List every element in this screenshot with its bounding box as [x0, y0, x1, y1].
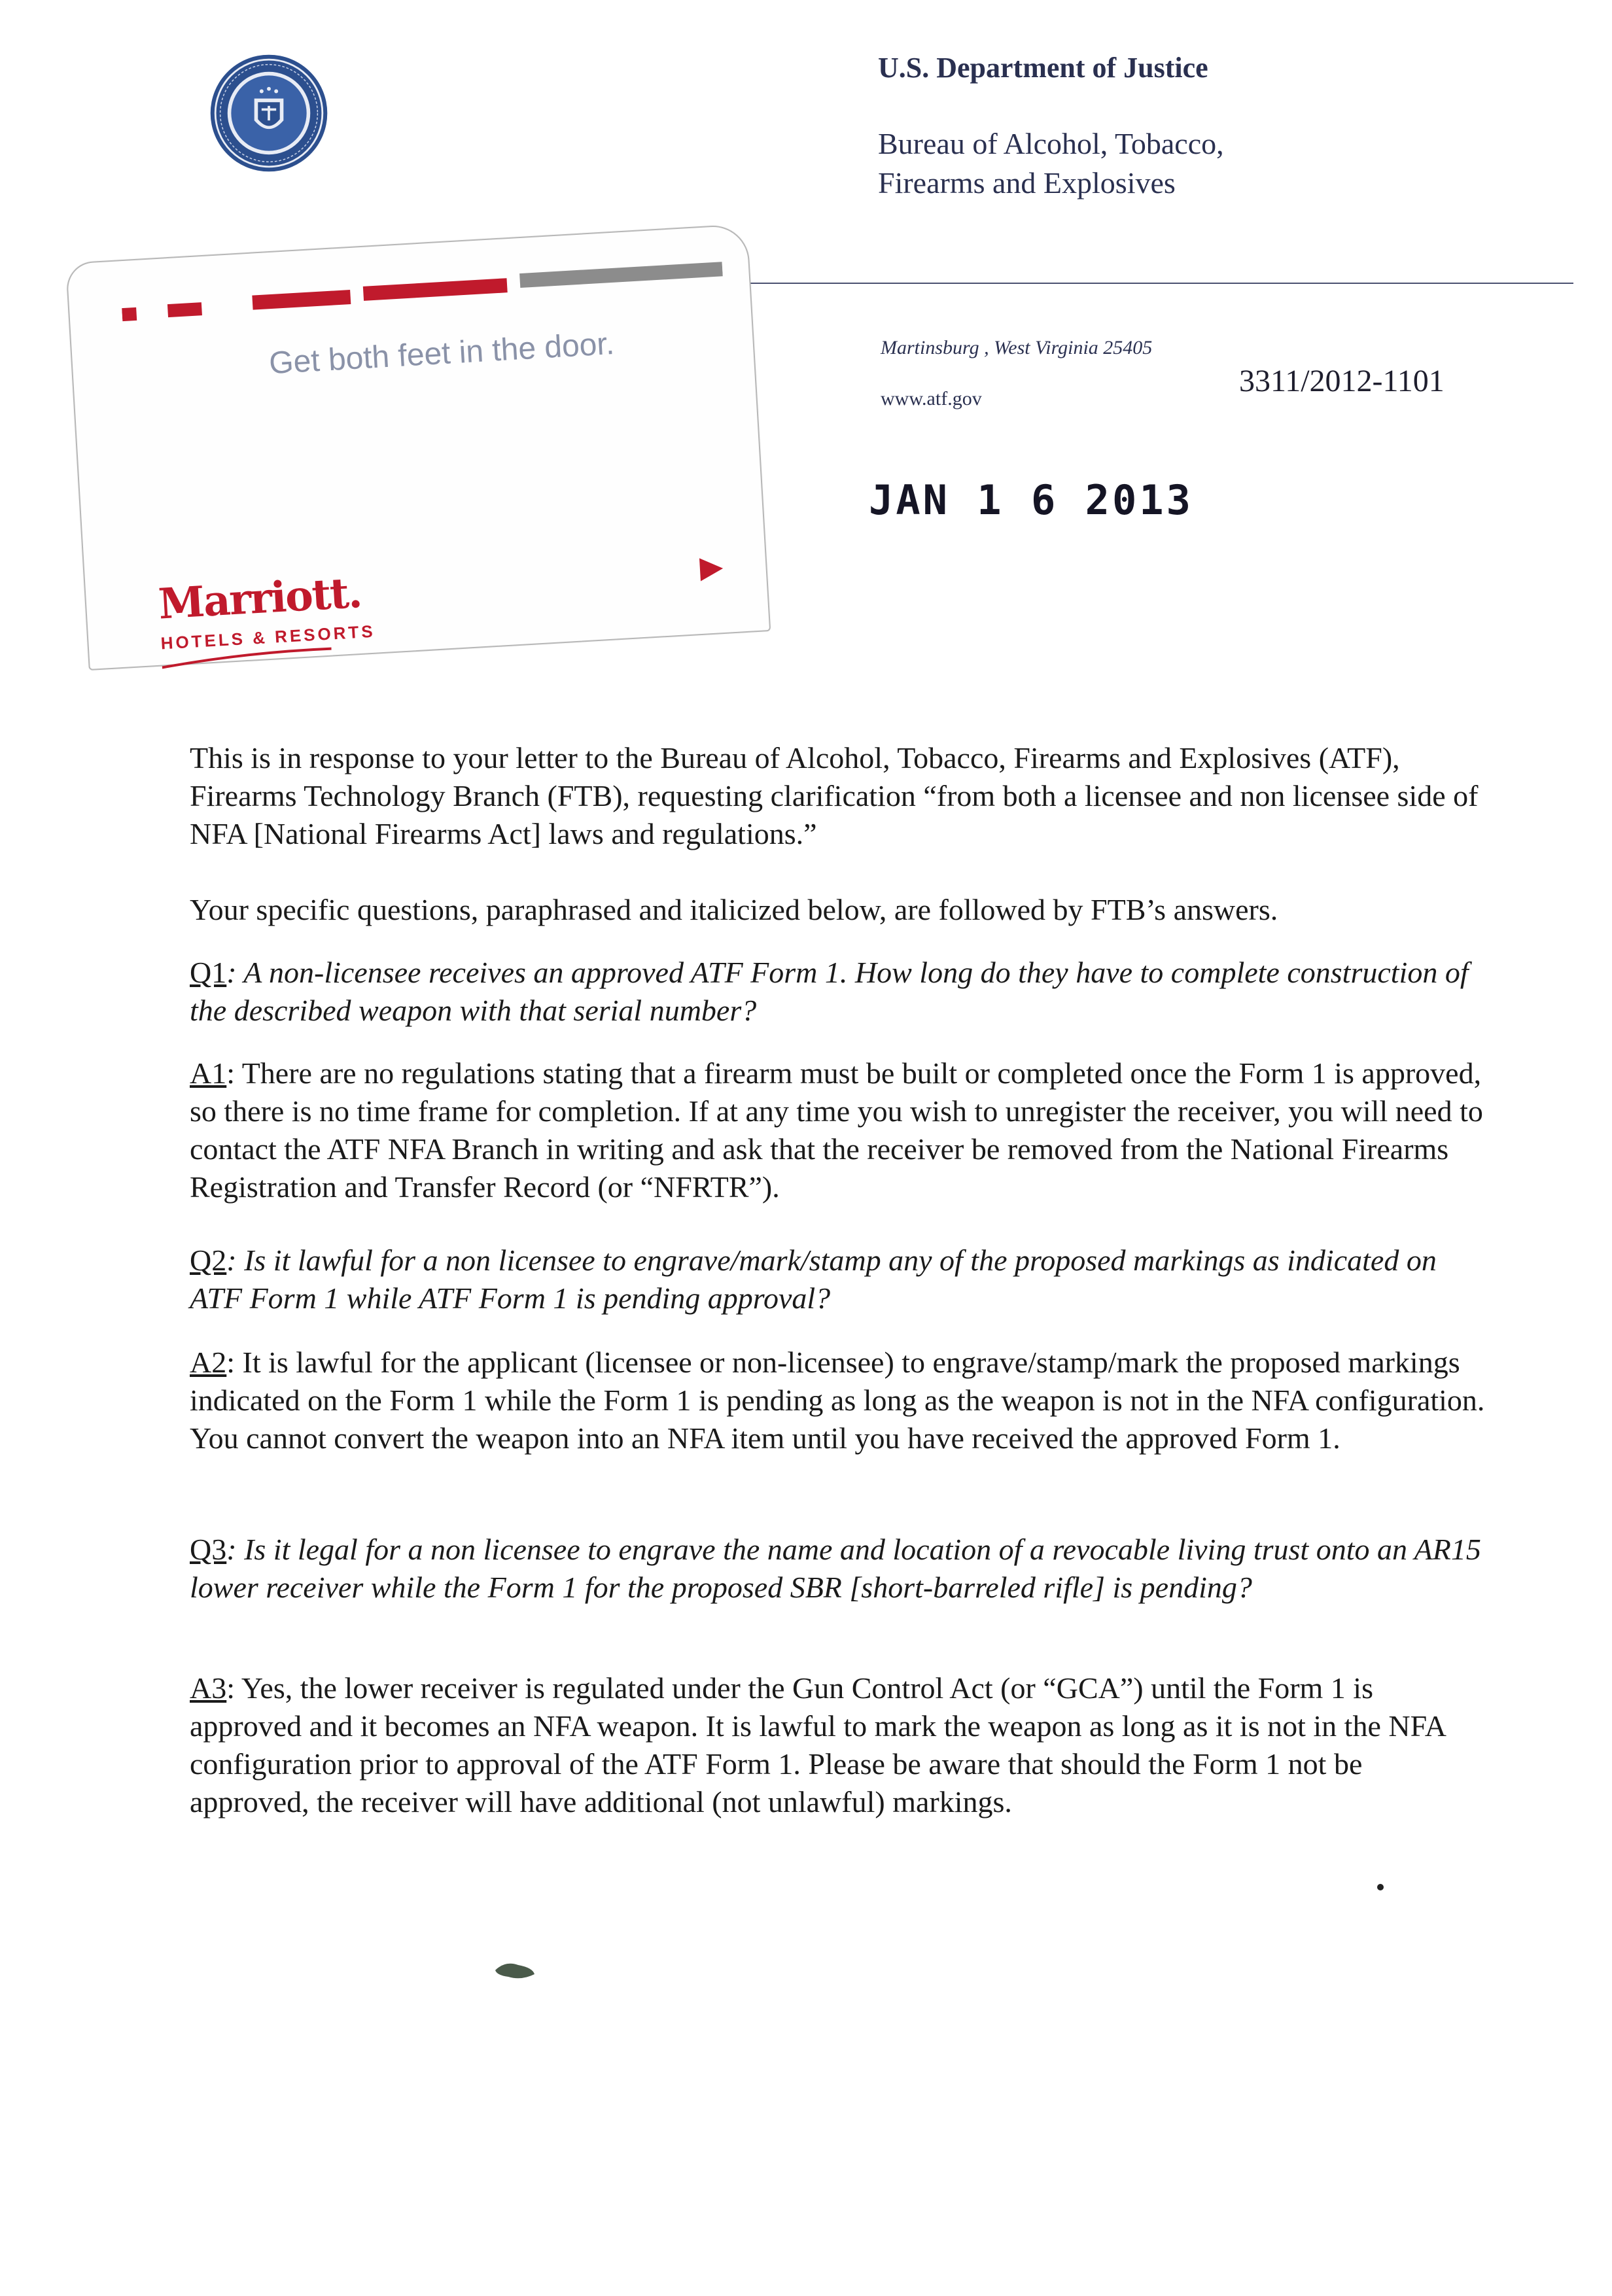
answer-3-sep: : [226, 1671, 236, 1705]
answer-2-text: It is lawful for the applicant (licensee or non-licensee) to engrave/stamp/mark the proposed markings indicated on the Form 1 while the Form 1 is pending as long as the weapon is not in the NFA configuration. You cannot convert the weapon into an NFA item until you have received the approved Form 1. [190, 1346, 1485, 1455]
office-city: Martinsburg , West Virginia 25405 [881, 337, 1153, 358]
intro-paragraph: This is in response to your letter to the Bureau of Alcohol, Tobacco, Firearms and Explosives (ATF), Firearms Technology Branch (FTB), requesting clarification “from both a licensee and non licensee side of NFA [National Firearms Act] laws and regulations.” [190, 741, 1479, 850]
marriott-subtitle: HOTELS & RESORTS [160, 621, 376, 653]
question-1-label: Q1 [190, 956, 227, 989]
answer-1-label: A1 [190, 1056, 227, 1090]
bureau-name [878, 124, 1224, 203]
question-2 [190, 1242, 1488, 1317]
intro-note: Your specific questions, paraphrased and italicized below, are followed by FTB’s answers. [190, 893, 1278, 926]
hotel-keycard [65, 224, 771, 670]
question-2-text: Is it lawful for a non licensee to engrave/mark/stamp any of the proposed markings as indicated on ATF Form 1 while ATF Form 1 is pending approval? [190, 1244, 1437, 1315]
question-3-text: Is it legal for a non licensee to engrave the name and location of a revocable living trust onto an AR15 lower receiver while the Form 1 for the proposed SBR [short-barreled rifle] is pending? [190, 1533, 1481, 1604]
question-1 [190, 954, 1488, 1030]
doj-atf-seal-icon [208, 52, 330, 174]
bureau-line-1: Bureau of Alcohol, Tobacco, [878, 127, 1224, 160]
ink-dot-icon [1376, 1883, 1385, 1892]
marriott-logo: Marriott. [157, 568, 363, 629]
play-arrow-icon [696, 554, 726, 584]
card-stripe-icon [121, 259, 724, 326]
answer-2-sep: : [226, 1346, 236, 1379]
reference-number: 3311/2012-1101 [1239, 364, 1445, 398]
answer-1-text: There are no regulations stating that a firearm must be built or completed once the Form 1 is approved, so there is no time frame for completion. If at any time you wish to unregister the receiver, you will need to contact the ATF NFA Branch in writing and ask that the receiver be removed from the National Firearms Registration and Transfer Record (or “NFRTR”). [190, 1056, 1483, 1204]
card-tagline: Get both feet in the door. [268, 326, 616, 381]
question-2-label: Q2 [190, 1244, 227, 1277]
answer-1-sep: : [226, 1056, 236, 1090]
answer-3 [190, 1669, 1488, 1821]
date-stamp: JAN 1 6 2013 [869, 476, 1193, 524]
answer-1 [190, 1054, 1488, 1206]
question-3 [190, 1531, 1488, 1607]
question-3-sep: : [226, 1533, 237, 1566]
question-1-text: A non-licensee receives an approved ATF Form 1. How long do they have to complete construction of the described weapon with that serial number? [190, 956, 1469, 1027]
department-title: U.S. Department of Justice [878, 52, 1208, 84]
question-1-sep: : [226, 956, 237, 989]
answer-2-label: A2 [190, 1346, 227, 1379]
answer-3-label: A3 [190, 1671, 227, 1705]
answer-3-text: Yes, the lower receiver is regulated under the Gun Control Act (or “GCA”) until the Form 1 is approved and it becomes an NFA weapon. It is lawful to mark the weapon as long as it is not in the NFA configuration prior to approval of the ATF Form 1. Please be aware that should the Form 1 not be approved, the receiver will have additional (not unlawful) markings. [190, 1671, 1445, 1818]
office-website: www.atf.gov [881, 388, 982, 409]
bureau-line-2: Firearms and Explosives [878, 166, 1176, 200]
question-2-sep: : [226, 1244, 237, 1277]
answer-2 [190, 1344, 1488, 1457]
question-3-label: Q3 [190, 1533, 227, 1566]
ink-smudge-icon [492, 1957, 538, 1983]
